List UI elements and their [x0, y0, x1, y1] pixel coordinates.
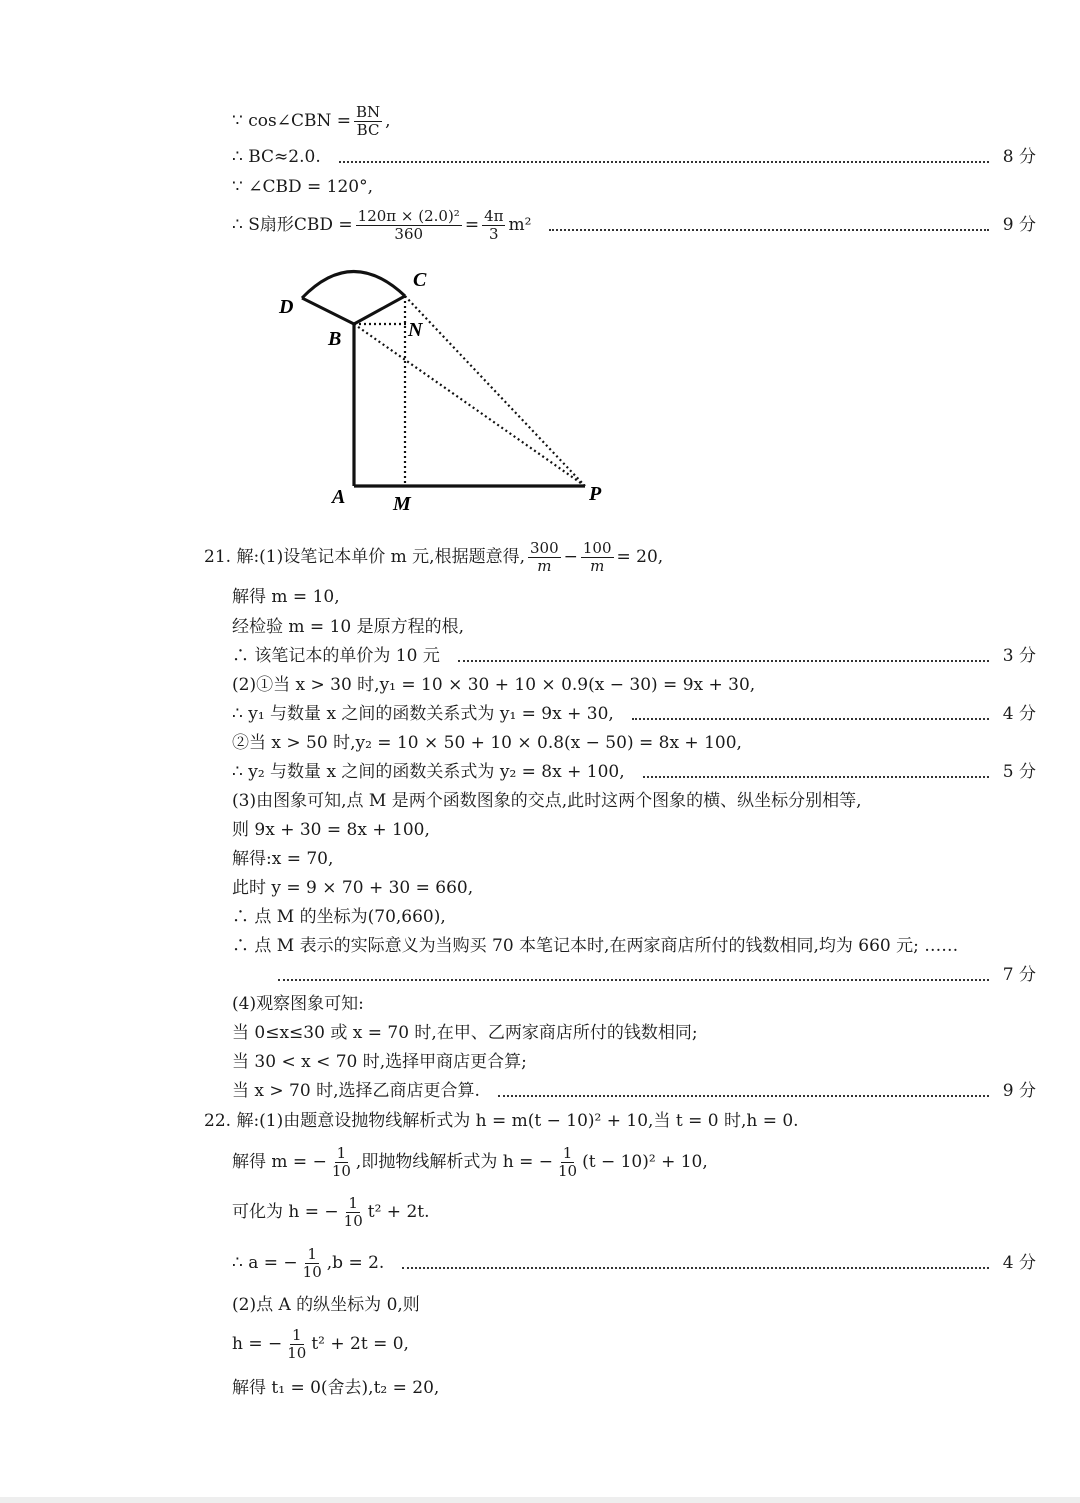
score-label: 7 分 — [1002, 965, 1036, 985]
fraction-numerator: 1 — [307, 1244, 317, 1263]
bc-text: ∴ BC≈2.0. — [232, 147, 321, 167]
q22-roots-line — [232, 1373, 1036, 1403]
angle-line — [232, 172, 1036, 202]
q22-intro-text: 22. 解:(1)由题意设抛物线解析式为 h = m(t − 10)² + 10,当 t = 0 时,h = 0. — [204, 1111, 799, 1131]
fraction-denominator: 10 — [331, 1161, 351, 1180]
q22-h-zero-prefix: h = − — [232, 1334, 283, 1354]
q22-ab-prefix: ∴ a = − — [232, 1253, 298, 1273]
q22-ab-line — [232, 1241, 1036, 1285]
same-cost-line — [232, 1018, 1036, 1048]
y2-relation-line — [232, 757, 1036, 787]
y1-derivation-text: (2)①当 x > 30 时,y₁ = 10 × 30 + 10 × 0.9(x − 30) = 9x + 30, — [232, 675, 756, 695]
dot-leader — [278, 977, 989, 981]
point-m-meaning-text: ∴ 点 M 表示的实际意义为当购买 70 本笔记本时,在两家商店所付的钱数相同,均为 660 元; …… — [232, 936, 959, 956]
q22-intro-line — [204, 1106, 1036, 1136]
sector-arc — [302, 271, 405, 298]
score-label: 4 分 — [1002, 1253, 1036, 1273]
solution-line — [232, 582, 1036, 612]
dot-leader — [632, 716, 989, 720]
dot-leader — [498, 1093, 989, 1097]
point-m-coords-line — [232, 902, 1036, 932]
q22-h-zero-suffix: t² + 2t = 0, — [311, 1334, 409, 1354]
dot-leader — [458, 658, 989, 662]
point-m-meaning-line — [232, 931, 1036, 961]
score-label: 3 分 — [1002, 646, 1036, 666]
y2-relation-text: ∴ y₂ 与数量 x 之间的函数关系式为 y₂ = 8x + 100, — [232, 762, 625, 782]
geometry-figure — [270, 262, 620, 522]
fraction-300-m — [528, 540, 561, 575]
unit-price-line — [232, 641, 1036, 671]
score-label: 8 分 — [1002, 147, 1036, 167]
sector-result-fraction — [482, 208, 505, 243]
angle-text: ∵ ∠CBD = 120°, — [232, 177, 373, 197]
store-b-text: 当 x > 70 时,选择乙商店更合算. — [232, 1081, 480, 1101]
fraction-denominator: 10 — [557, 1161, 578, 1180]
fraction-denominator: BC — [356, 120, 380, 139]
sector-prefix: ∴ S扇形CBD = — [232, 215, 353, 235]
dot-leader — [402, 1265, 988, 1269]
y1-derivation-line — [232, 670, 1036, 700]
cos-line — [232, 102, 1036, 140]
dot-leader — [643, 774, 989, 778]
fraction-numerator: 120π × (2.0)² — [357, 206, 460, 225]
part3-intro-line — [232, 786, 1036, 816]
check-text: 经检验 m = 10 是原方程的根, — [232, 617, 465, 637]
q21-intro: 21. 解:(1)设笔记本单价 m 元,根据题意得, — [204, 547, 525, 567]
fraction-numerator: 1 — [562, 1143, 573, 1162]
intersection-equation-line — [232, 815, 1036, 845]
dotted-CP — [405, 296, 585, 486]
part3-intro-text: (3)由图象可知,点 M 是两个函数图象的交点,此时这两个图象的横、纵坐标分别相等, — [232, 791, 862, 811]
y1-relation-text: ∴ y₁ 与数量 x 之间的函数关系式为 y₁ = 9x + 30, — [232, 704, 614, 724]
fraction-denominator: m — [537, 556, 552, 575]
store-a-line — [232, 1047, 1036, 1077]
equals-sign: = — [464, 215, 480, 235]
score-label: 9 分 — [1002, 215, 1036, 235]
sector-area-line — [232, 204, 1036, 246]
label-P: P — [589, 483, 602, 505]
fraction-numerator: BN — [355, 102, 381, 121]
x-solution-text: 解得:x = 70, — [232, 849, 334, 869]
sector-fraction — [356, 208, 462, 243]
cos-fraction — [354, 104, 382, 139]
fraction-one-tenth — [556, 1145, 579, 1180]
q22-expand-line — [232, 1190, 1036, 1234]
q22-expand-prefix: 可化为 h = − — [232, 1202, 339, 1222]
segment-BD — [302, 298, 354, 324]
dot-leader — [339, 159, 989, 163]
q22-m-line — [232, 1140, 1036, 1184]
score-7-line — [232, 960, 1036, 990]
label-M: M — [393, 493, 411, 515]
page-bottom-edge — [0, 1497, 1080, 1503]
x-solution-line — [232, 844, 1036, 874]
fraction-denominator: m — [590, 556, 605, 575]
q21-equation-line — [204, 536, 1036, 578]
q22-ab-suffix: ,b = 2. — [326, 1253, 385, 1273]
fraction-one-tenth — [342, 1195, 365, 1230]
label-B: B — [328, 328, 342, 350]
q22-part2-line — [232, 1290, 1036, 1320]
minus-sign: − — [563, 547, 578, 567]
y-value-text: 此时 y = 9 × 70 + 30 = 660, — [232, 878, 474, 898]
intersection-equation-text: 则 9x + 30 = 8x + 100, — [232, 820, 430, 840]
store-b-line — [232, 1076, 1036, 1106]
segment-BC — [354, 296, 405, 324]
dot-leader — [549, 227, 988, 231]
q22-m-suffix: (t − 10)² + 10, — [582, 1152, 708, 1172]
unit-text: m² — [508, 215, 532, 235]
fraction-denominator: 10 — [302, 1262, 322, 1281]
equation-result: = 20, — [616, 547, 664, 567]
fraction-numerator: 300 — [529, 538, 559, 557]
bc-line — [232, 142, 1036, 172]
q22-expand-suffix: t² + 2t. — [367, 1202, 430, 1222]
part4-intro-text: (4)观察图象可知: — [232, 994, 364, 1014]
q22-h-zero-line — [232, 1322, 1036, 1366]
same-cost-text: 当 0≤x≤30 或 x = 70 时,在甲、乙两家商店所付的钱数相同; — [232, 1023, 698, 1043]
score-label: 5 分 — [1002, 762, 1036, 782]
label-A: A — [332, 486, 346, 508]
fraction-numerator: 1 — [336, 1143, 347, 1162]
point-m-coords-text: ∴ 点 M 的坐标为(70,660), — [232, 907, 446, 927]
label-D: D — [279, 296, 294, 318]
q22-m-middle: ,即抛物线解析式为 h = − — [355, 1152, 553, 1172]
dotted-BP — [354, 324, 585, 486]
fraction-100-m — [581, 540, 614, 575]
label-N: N — [408, 319, 423, 341]
q22-part2-text: (2)点 A 的纵坐标为 0,则 — [232, 1295, 420, 1315]
q22-m-prefix: 解得 m = − — [232, 1152, 327, 1172]
fraction-one-tenth — [330, 1145, 353, 1180]
fraction-numerator: 4π — [484, 206, 504, 225]
fraction-numerator: 100 — [582, 538, 612, 557]
fraction-denominator: 360 — [394, 224, 424, 243]
y1-relation-line — [232, 699, 1036, 729]
y-value-line — [232, 873, 1036, 903]
score-label: 4 分 — [1002, 704, 1036, 724]
fraction-one-tenth — [285, 1327, 308, 1362]
label-C: C — [413, 269, 427, 291]
cos-suffix: , — [385, 111, 391, 131]
y2-derivation-line — [232, 728, 1036, 758]
unit-price-text: ∴ 该笔记本的单价为 10 元 — [232, 646, 440, 666]
cos-prefix: ∵ cos∠CBN = — [232, 111, 351, 131]
check-line — [232, 612, 1036, 642]
fraction-denominator: 10 — [287, 1343, 307, 1362]
score-label: 9 分 — [1002, 1081, 1036, 1101]
q22-roots-text: 解得 t₁ = 0(舍去),t₂ = 20, — [232, 1378, 440, 1398]
y2-derivation-text: ②当 x > 50 时,y₂ = 10 × 50 + 10 × 0.8(x − 50) = 8x + 100, — [232, 733, 742, 753]
store-a-text: 当 30 < x < 70 时,选择甲商店更合算; — [232, 1052, 527, 1072]
fraction-denominator: 3 — [489, 224, 499, 243]
fraction-numerator: 1 — [292, 1325, 302, 1344]
solution-text: 解得 m = 10, — [232, 587, 340, 607]
fraction-numerator: 1 — [348, 1193, 358, 1212]
part4-intro-line — [232, 989, 1036, 1019]
fraction-denominator: 10 — [343, 1211, 363, 1230]
fraction-one-tenth — [301, 1246, 324, 1281]
